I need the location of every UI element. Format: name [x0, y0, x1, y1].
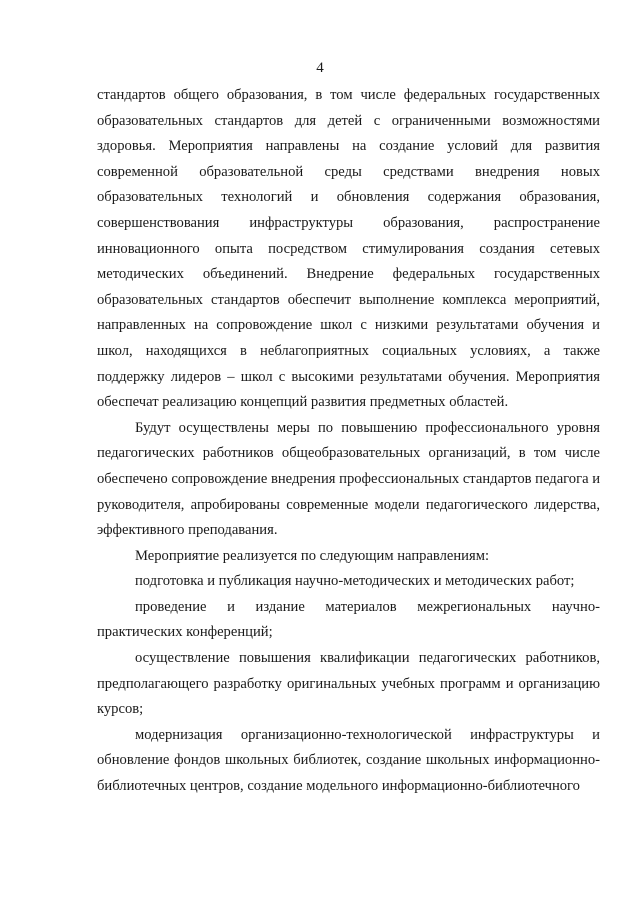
list-item-conferences: проведение и издание материалов межрегиональных научно-практических конференций; — [97, 598, 600, 641]
paragraph-teacher-qualification: Будут осуществлены меры по повышению профессионального уровня педагогических работников общеобразовательных организаций, в том числе обеспечено сопровождение внедрения профессиональных стандартов педагога и руководителя, апробированы современные модели педагогического лидерства, эффективного преподавания. — [97, 419, 601, 539]
paragraph-continuation: стандартов общего образования, в том числе федеральных государственных образовательных стандартов для детей с ограниченными возможностями здоровья. Мероприятия направлены на создание условий для развития современной образовательной среды средствами внедрения новых образовательных технологий и обновления содержания образования, совершенствования инфраструктуры образования, распространение инновационного опыта посредством стимулирования создания сетевых методических объединений. Внедрение федеральных государственных образовательных стандартов обеспечит выполнение комплекса мероприятий, направленных на сопровождение школ с низкими результатами обучения и школ, находящихся в неблагоприятных социальных условиях, а также поддержку лидеров – школ с высокими результатами обучения. Мероприятия обеспечат реализацию концепций развития предметных областей. — [97, 87, 600, 411]
paragraph-directions-intro: Мероприятие реализуется по следующим направлениям: — [135, 547, 489, 564]
document-body — [97, 83, 600, 800]
list-item-library-modernization: модернизация организационно-технологической инфраструктуры и обновление фондов школьных библиотек, создание школьных информационно-библиотечных центров, создание модельного информационно-библиотечного — [97, 726, 600, 795]
list-item-qualification-courses: осуществление повышения квалификации педагогических работников, предполагающего разработку оригинальных учебных программ и организацию курсов; — [97, 650, 600, 718]
page-number: 4 — [316, 60, 324, 76]
list-item-publications: подготовка и публикация научно-методических и методических работ; — [135, 573, 575, 590]
